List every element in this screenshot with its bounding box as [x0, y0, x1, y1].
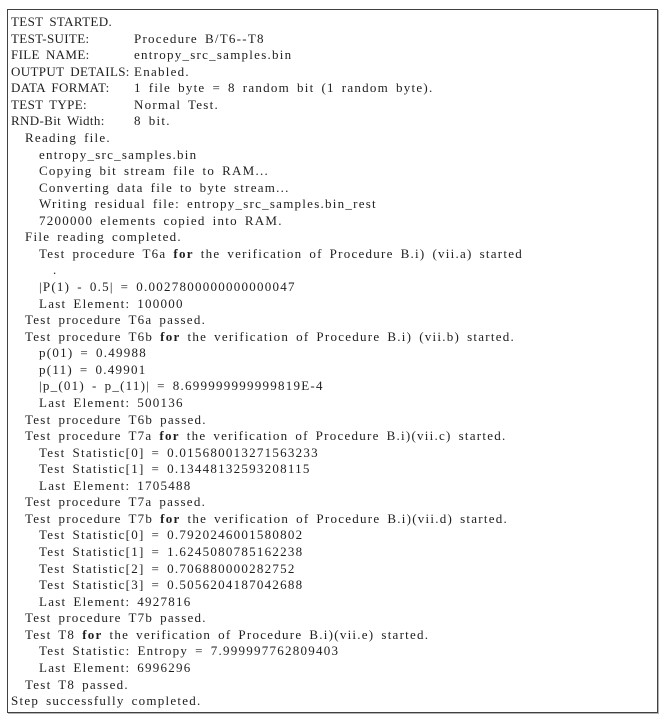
keyword-for: for: [160, 328, 181, 344]
field-label: DATA FORMAT:: [11, 80, 110, 96]
log-line: [8, 511, 657, 528]
log-text: Last Element: 4927816: [39, 593, 192, 609]
log-line: [8, 229, 657, 246]
log-line: [8, 643, 657, 660]
log-text: 7200000 elements copied into RAM.: [39, 212, 283, 228]
log-text: Test procedure T6a passed.: [25, 312, 207, 328]
log-line: [8, 577, 657, 594]
log-line: [8, 610, 657, 627]
log-line: [8, 395, 657, 412]
log-text: Test Statistic[1] = 0.13448132593208115: [39, 461, 311, 477]
log-line: [8, 97, 657, 114]
field-value: entropy_src_samples.bin: [134, 47, 293, 63]
log-text: |p_(01) - p_(11)| = 8.699999999999819E-4: [39, 378, 324, 394]
field-value: Procedure B/T6--T8: [134, 30, 265, 46]
log-text: Test T8: [25, 626, 83, 642]
log-line: [8, 113, 657, 130]
log-line: [8, 693, 657, 710]
log-line: [8, 47, 657, 64]
log-line: [8, 80, 657, 97]
log-line: [8, 445, 657, 462]
log-line: [8, 428, 657, 445]
log-text: Test procedure T7b passed.: [25, 610, 207, 626]
log-text: Test procedure T6b passed.: [25, 411, 207, 427]
field-value: Normal Test.: [134, 96, 219, 112]
log-line: [8, 478, 657, 495]
field-label: OUTPUT DETAILS:: [11, 63, 130, 79]
log-text: |P(1) - 0.5| = 0.0027800000000000047: [39, 279, 296, 294]
log-line: [8, 31, 657, 48]
log-text: Test Statistic: Entropy = 7.999997762809403: [39, 643, 340, 659]
log-line: [8, 527, 657, 544]
log-line: [8, 378, 657, 395]
log-text: entropy_src_samples.bin: [39, 146, 198, 162]
log-text: Test procedure T7a passed.: [25, 494, 207, 510]
log-line: [8, 262, 657, 279]
log-line: [8, 213, 657, 230]
log-text: p(01) = 0.49988: [39, 345, 147, 361]
field-label: TEST TYPE:: [11, 96, 87, 112]
log-text: Test Statistic[2] = 0.706880000282752: [39, 560, 296, 576]
log-text: Last Element: 100000: [39, 295, 184, 311]
log-text: Copying bit stream file to RAM...: [39, 163, 269, 179]
log-line: [8, 345, 657, 362]
log-text: Test Statistic[1] = 1.6245080785162238: [39, 544, 304, 559]
log-line: [8, 362, 657, 379]
log-text: Test Statistic[0] = 0.7920246001580802: [39, 527, 304, 543]
log-text: Writing residual file: entropy_src_samples.bin_rest: [39, 196, 377, 212]
log-line: [8, 494, 657, 511]
log-line: [8, 412, 657, 429]
log-line: [8, 14, 657, 31]
log-text: Converting data file to byte stream...: [39, 179, 290, 195]
log-line: [8, 279, 657, 296]
keyword-for: for: [82, 626, 103, 642]
log-text: Test procedure T6a: [39, 245, 174, 261]
log-text: the verification of Procedure B.i) (vii.b) started.: [180, 328, 515, 344]
log-text: Test Statistic[3] = 0.5056204187042688: [39, 577, 304, 593]
log-text: Test Statistic[0] = 0.015680013271563233: [39, 444, 319, 460]
log-line: [8, 461, 657, 478]
log-text: .: [53, 262, 58, 278]
log-line: [8, 196, 657, 213]
log-line: [8, 64, 657, 81]
log-line: [8, 660, 657, 677]
log-line: [8, 180, 657, 197]
log-text: Last Element: 6996296: [39, 659, 192, 675]
log-text: Last Element: 1705488: [39, 477, 192, 493]
log-line: [8, 677, 657, 694]
test-log-frame: [7, 9, 658, 713]
log-text: Test procedure T7b: [25, 510, 161, 526]
log-text: TEST STARTED.: [11, 14, 113, 29]
log-text: File reading completed.: [25, 229, 182, 245]
field-value: Enabled.: [134, 63, 190, 79]
log-line: [8, 246, 657, 263]
log-line: [8, 627, 657, 644]
field-label: FILE NAME:: [11, 47, 90, 63]
keyword-for: for: [159, 428, 180, 444]
log-line: [8, 296, 657, 313]
keyword-for: for: [173, 245, 194, 261]
log-text: Test procedure T7a: [25, 428, 160, 444]
keyword-for: for: [160, 510, 181, 526]
field-label: RND-Bit Width:: [11, 113, 105, 129]
field-label: TEST-SUITE:: [11, 30, 90, 46]
field-value: 1 file byte = 8 random bit (1 random byte).: [134, 80, 434, 96]
log-text: the verification of Procedure B.i)(vii.d) started.: [180, 510, 508, 526]
log-line: [8, 163, 657, 180]
log-line: [8, 147, 657, 164]
log-line: [8, 594, 657, 611]
log-text: Test procedure T6b: [25, 328, 161, 344]
log-line: [8, 130, 657, 147]
log-text: Step successfully completed.: [11, 693, 202, 709]
log-line: [8, 561, 657, 578]
log-line: [8, 329, 657, 346]
log-text: the verification of Procedure B.i) (vii.a) started: [193, 245, 524, 261]
log-text: the verification of Procedure B.i)(vii.c) started.: [179, 428, 507, 444]
field-value: 8 bit.: [134, 113, 171, 129]
log-text: Test T8 passed.: [25, 676, 129, 692]
log-line: [8, 312, 657, 329]
log-text: Last Element: 500136: [39, 394, 184, 410]
log-text: Reading file.: [25, 129, 111, 145]
log-line: [8, 544, 657, 561]
log-text: the verification of Procedure B.i)(vii.e) started.: [102, 626, 430, 642]
log-text: p(11) = 0.49901: [39, 361, 147, 377]
